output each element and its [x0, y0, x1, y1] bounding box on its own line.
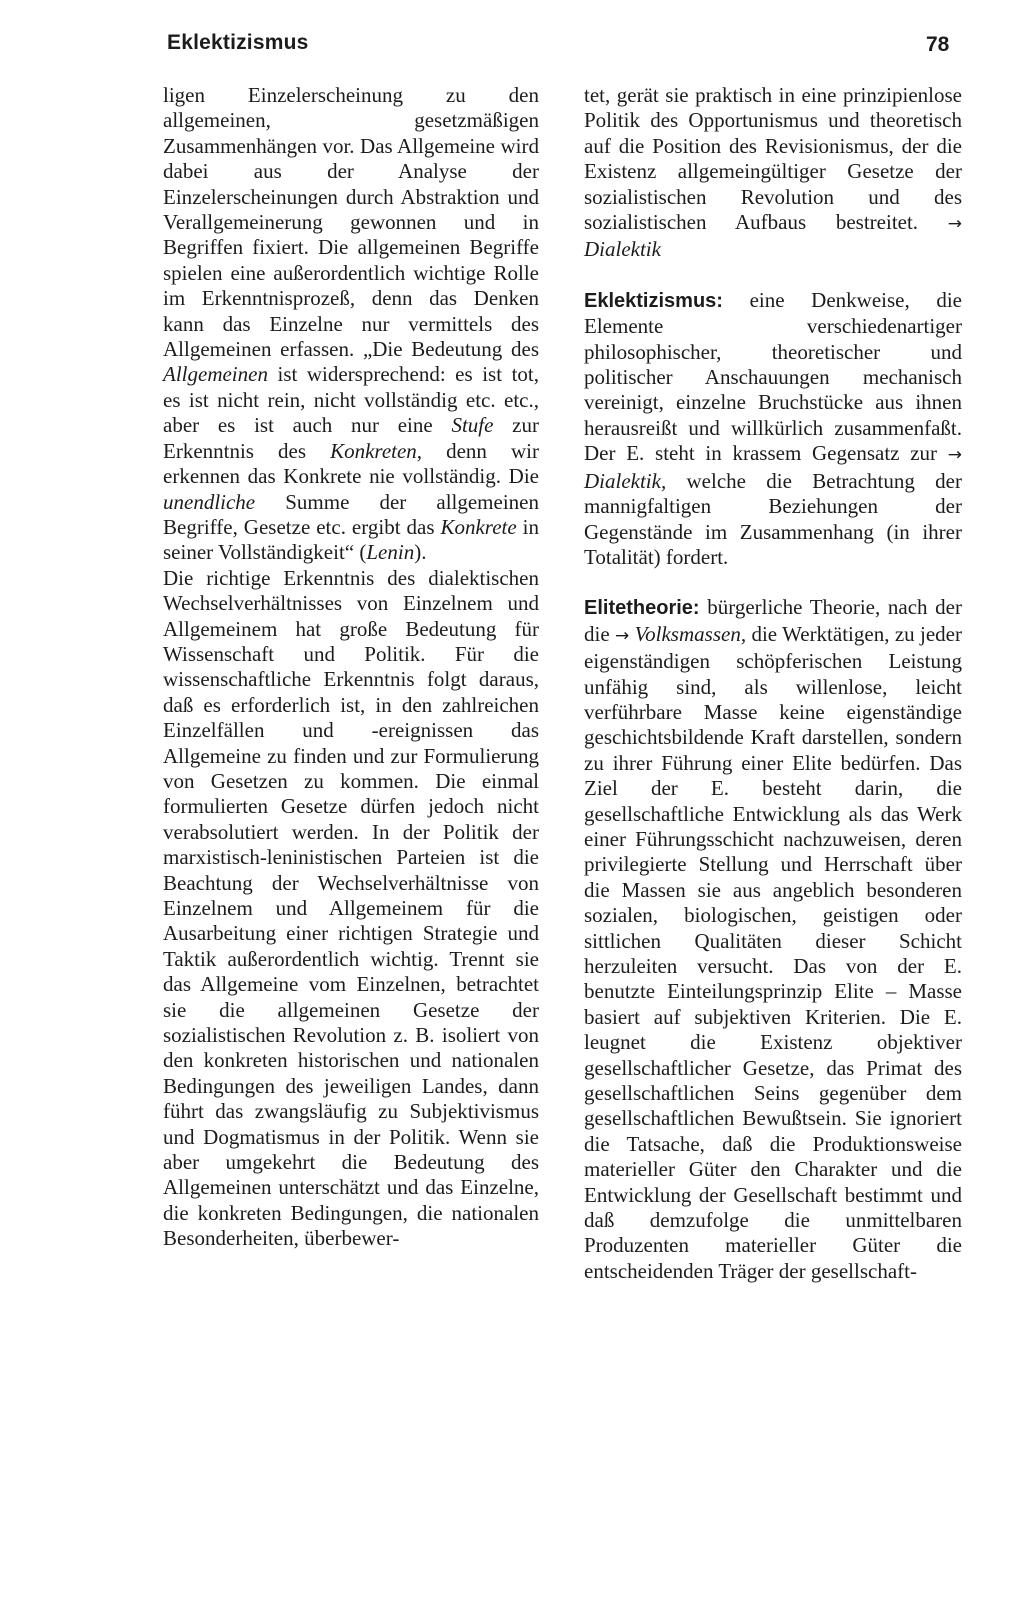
cross-reference-arrow-icon: →	[615, 625, 630, 646]
entry-eklektizismus: Eklektizismus: eine Denkweise, die Elemente verschiedenartiger philosophischer, theoretischer und politischer Anschauungen mechanisch vereinigt, einzelne Bruchstücke aus ihnen herausreißt und willkürlich zusammenfaßt. Der E. steht in krassem Gegensatz zur → Dialektik, welche die Betrachtung der mannigfaltigen Beziehungen der Gegenstände im Zusammenhang (in ihrer Totalität) fordert.	[584, 287, 962, 569]
emphasis: Konkrete	[440, 514, 517, 539]
right-column	[584, 83, 962, 1284]
emphasis: Konkreten,	[330, 438, 423, 463]
cross-reference-dialektik[interactable]: Dialektik	[584, 237, 661, 262]
running-head: Eklektizismus	[167, 31, 309, 54]
entry-elitetheorie: Elitetheorie: bürgerliche Theorie, nach der die → Volksmassen, die Werktätigen, zu jeder eigenständigen schöpferischen Leistung unfähig sind, als willenlose, leicht verführbare Masse keine eigenständige geschichtsbildende Kraft darstellen, sondern zu ihrer Führung einer Elite bedürfen. Das Ziel der E. besteht darin, die gesellschaftliche Entwicklung als das Werk einer Führungsschicht nachzuweisen, deren privilegierte Stellung und Herrschaft über die Massen sie aus angeblich besonderen sozialen, biologischen, geistigen oder sittlichen Qualitäten dieser Schicht herzuleiten versucht. Das von der E. benutzte Einteilungsprinzip Elite – Masse basiert auf subjektiven Kriterien. Die E. leugnet die Existenz objektiver gesellschaftlicher Gesetze, das Primat des gesellschaftlichen Seins gegenüber dem gesellschaftlichen Bewußtsein. Sie ignoriert die Tatsache, daß die Produktionsweise materieller Güter den Charakter und die Entwicklung der Gesellschaft bestimmt und daß demzufolge die unmittelbaren Produzenten materieller Güter die entscheidenden Träger der gesellschaft-	[584, 595, 962, 1283]
cross-reference-volksmassen[interactable]: Volksmassen,	[634, 621, 747, 646]
paragraph-wechselverhaeltnis: Die richtige Erkenntnis des dialektischen Wechselverhältnisses von Einzelnem und Allgemeinem hat große Bedeutung für Wissenschaft und Politik. Für die wissenschaftliche Erkenntnis folgt daraus, daß es erforderlich ist, in den zahlreichen Einzelfällen und -ereignissen das Allgemeine zu finden und zur Formulierung von Gesetzen zu kommen. Die einmal formulierten Gesetze dürfen jedoch nicht verabsolutiert werden. In der Politik der marxistisch-leninistischen Parteien ist die Beachtung der Wechselverhältnisse von Einzelnem und Allgemeinem für die Ausarbeitung einer richtigen Strategie und Taktik außerordentlich wichtig. Trennt sie das Allgemeine vom Einzelnen, betrachtet sie die allgemeinen Gesetze der sozialistischen Revolution z. B. isoliert von den konkreten historischen und nationalen Bedingungen des jeweiligen Landes, dann führt das zwangsläufig zu Subjektivismus und Dogmatismus in der Politik. Wenn sie aber umgekehrt die Bedeutung des Allgemeinen unterschätzt und das Einzelne, die konkreten Bedingungen, die nationalen Besonderheiten, überbewer-	[163, 565, 539, 1251]
paragraph-continuation: tet, gerät sie praktisch in eine prinzipienlose Politik des Opportunismus und theoretisch auf die Position des Revisionismus, der die Existenz allgemeingültiger Gesetze der sozialistischen Revolution und des sozialistischen Aufbaus bestreitet. → Dialektik	[584, 83, 962, 262]
cross-reference-arrow-icon: →	[947, 214, 962, 235]
emphasis: unendliche	[163, 489, 256, 514]
page-number: 78	[926, 33, 950, 56]
paragraph-allgemeine: ligen Einzelerscheinung zu den allgemeinen, gesetzmäßigen Zusammenhängen vor. Das Allgemeine wird dabei aus der Analyse der Einzelerscheinungen durch Abstraktion und Verallgemeinerung gewonnen und in Begriffen fixiert. Die allgemeinen Begriffe spielen eine außerordentlich wichtige Rolle im Erkenntnisprozeß, denn das Denken kann das Einzelne nur vermittels des Allgemeinen erfassen. „Die Bedeutung des Allgemeinen ist widersprechend: es ist tot, es ist nicht rein, nicht vollständig etc. etc., aber es ist auch nur eine Stufe zur Erkenntnis des Konkreten, denn wir erkennen das Konkrete nie vollständig. Die unendliche Summe der allgemeinen Begriffe, Gesetze etc. ergibt das Konkrete in seiner Vollständigkeit“ (Lenin).	[163, 83, 539, 565]
lemma-eklektizismus: Eklektizismus:	[584, 289, 723, 312]
emphasis: Stufe	[451, 413, 494, 438]
cross-reference-arrow-icon: →	[947, 445, 962, 466]
emphasis: Lenin	[366, 540, 415, 565]
left-column	[163, 83, 539, 1252]
emphasis: Allgemeinen	[163, 362, 268, 387]
cross-reference-dialektik[interactable]: Dialektik,	[584, 468, 667, 493]
lemma-elitetheorie: Elitetheorie:	[584, 597, 700, 620]
